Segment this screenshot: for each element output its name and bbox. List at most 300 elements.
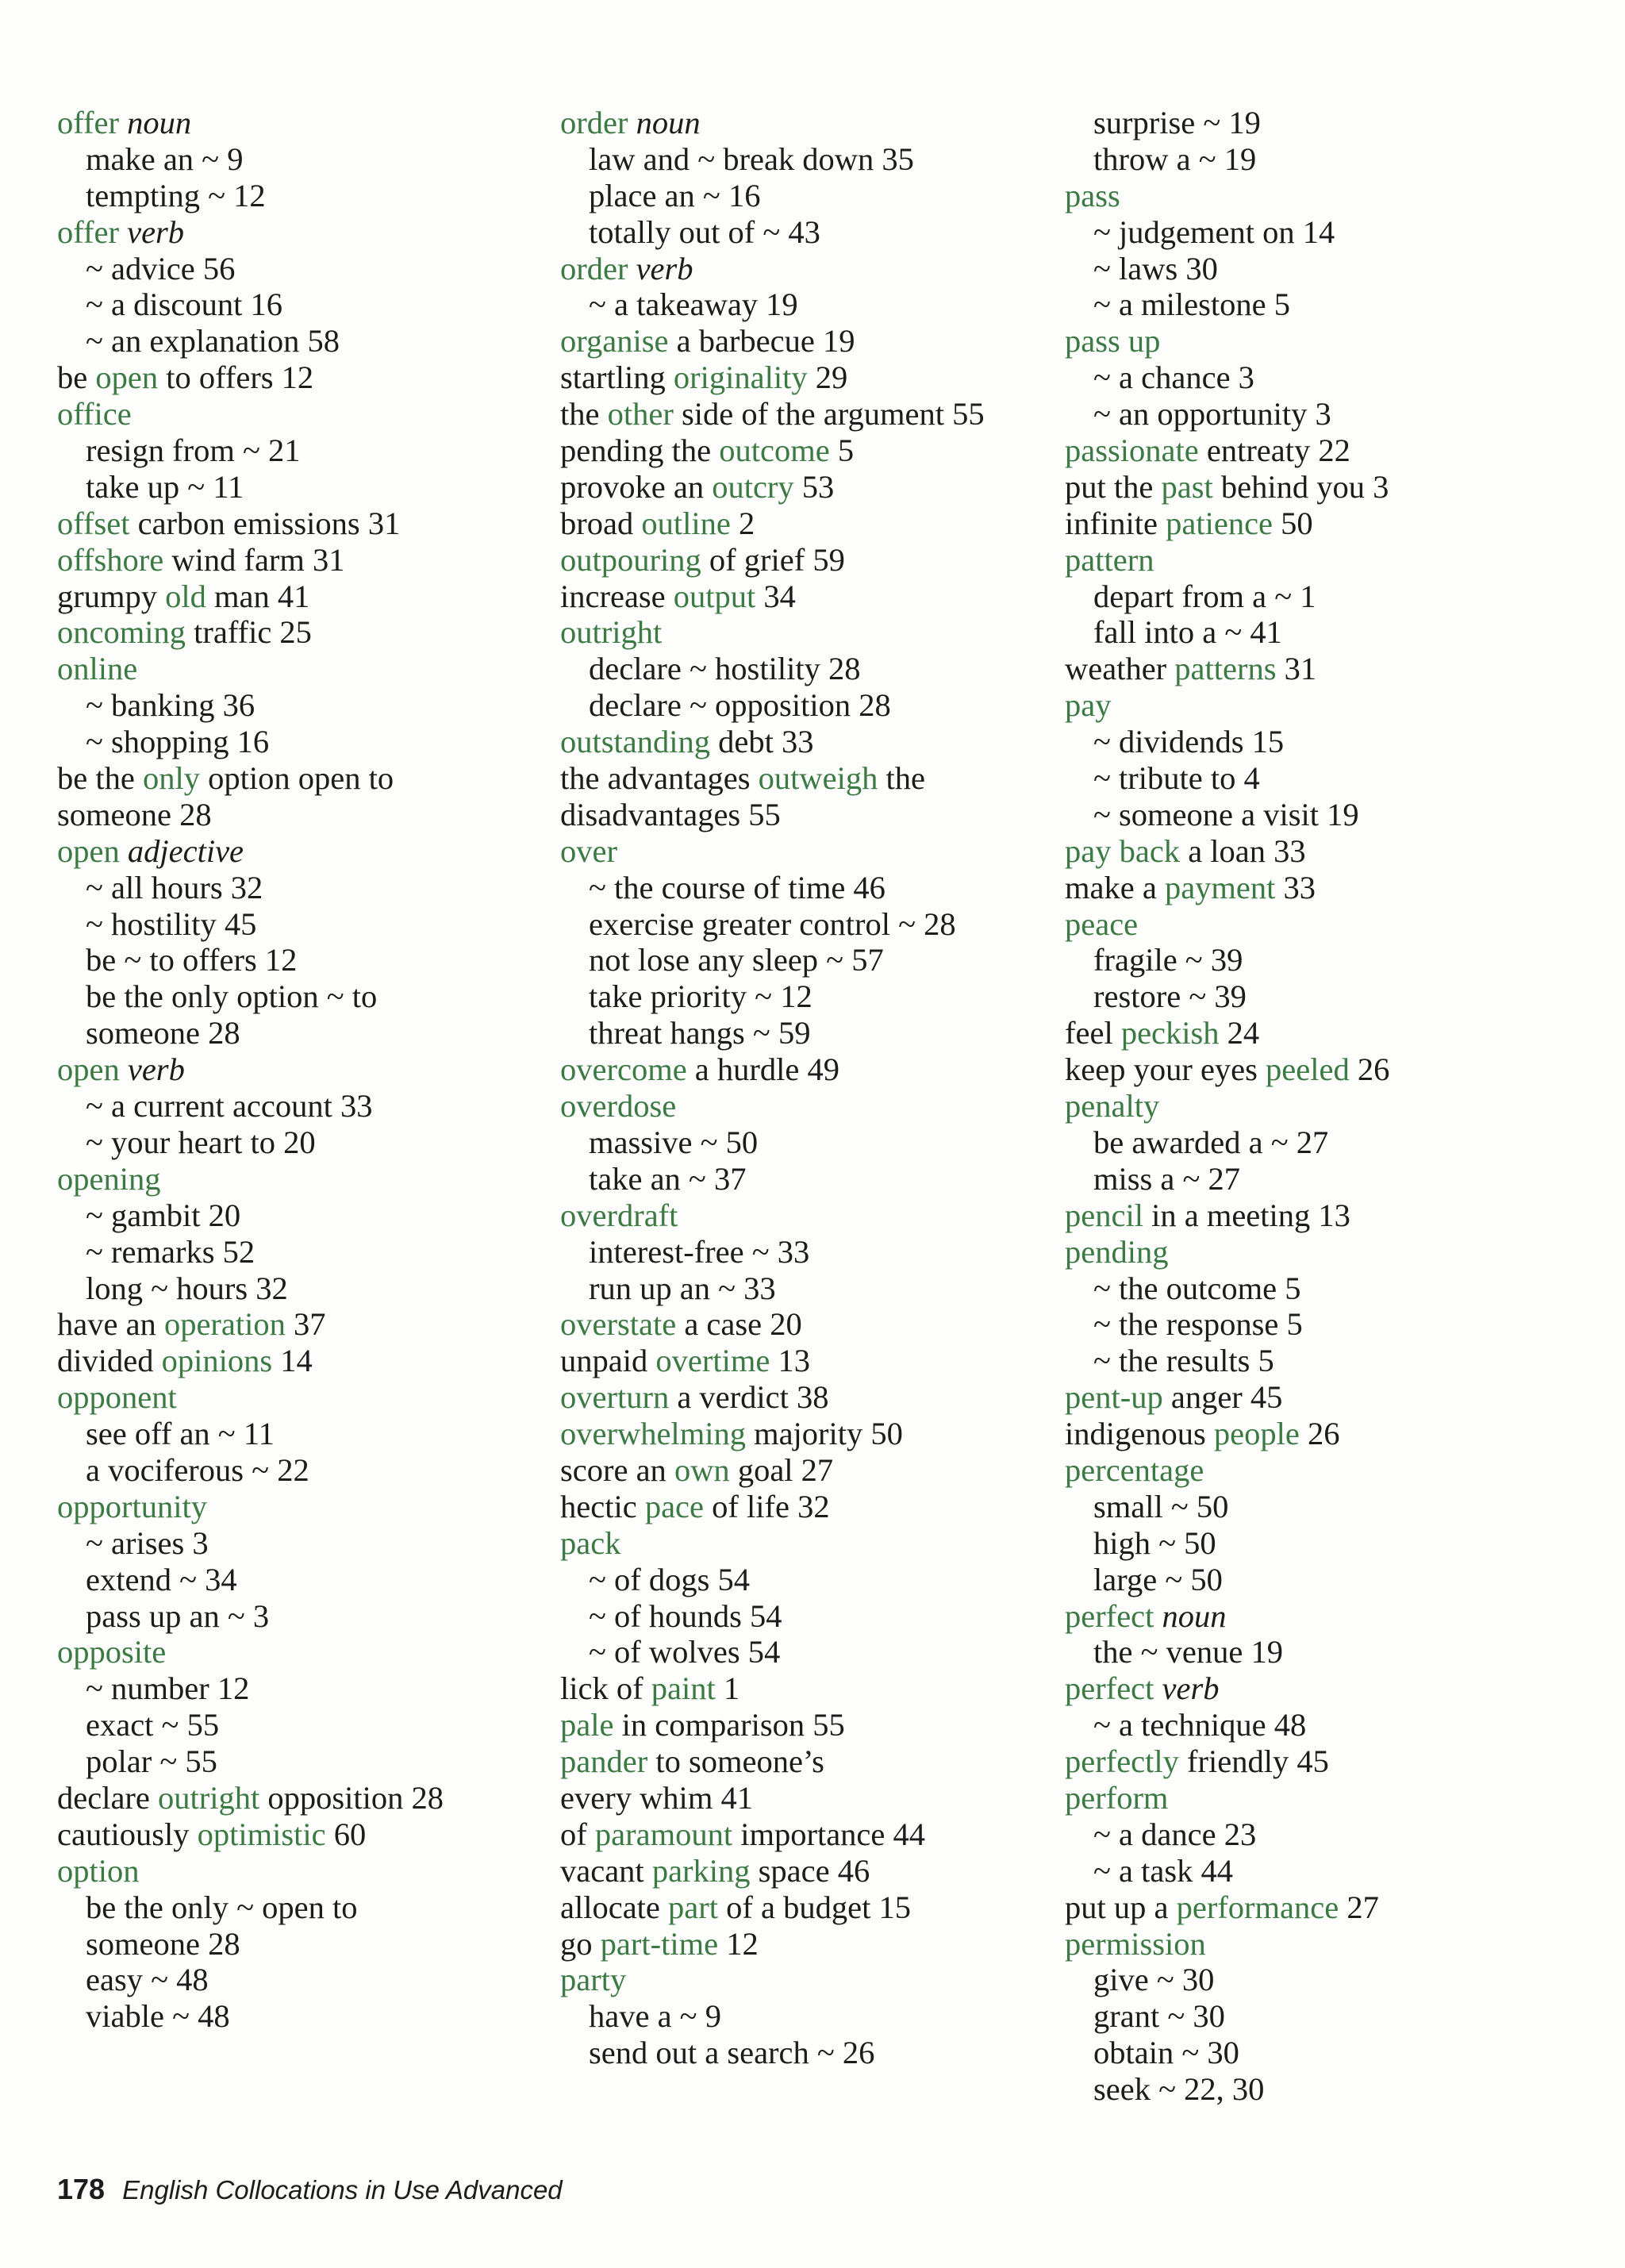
headword: opponent	[57, 1379, 177, 1416]
entry-text: ~ a milestone 5	[1093, 286, 1290, 323]
index-entry	[1065, 1670, 1389, 1707]
index-subentry	[57, 870, 444, 906]
index-entry	[57, 1816, 444, 1853]
entry-text: ~ advice 56	[86, 250, 236, 286]
index-entry	[560, 1489, 985, 1525]
entry-text: side of the argument 55	[673, 396, 985, 432]
index-subentry	[57, 1743, 444, 1780]
entry-text: lick of	[560, 1670, 651, 1707]
headword: order	[560, 250, 628, 286]
entry-text: ~ a takeaway 19	[589, 286, 798, 323]
index-entry	[57, 1306, 444, 1343]
entry-text: 14	[272, 1343, 313, 1379]
index-subentry	[57, 906, 444, 943]
index-entry	[560, 614, 985, 651]
index-subentry	[560, 1598, 985, 1635]
index-entry	[1065, 542, 1389, 579]
entry-text: 34	[755, 578, 796, 614]
entry-text: ~ tribute to 4	[1093, 760, 1260, 797]
index-subentry	[560, 687, 985, 724]
part-of-speech: verb	[127, 213, 185, 250]
entry-text: be awarded a ~ 27	[1093, 1124, 1329, 1160]
entry-text: depart from a ~ 1	[1093, 578, 1316, 614]
entry-text: 37	[285, 1306, 326, 1343]
index-subentry	[1065, 797, 1389, 833]
index-subentry	[1065, 1161, 1389, 1197]
index-entry	[1065, 432, 1389, 469]
entry-text: traffic 25	[185, 614, 312, 651]
entry-text: give ~ 30	[1093, 1962, 1215, 1998]
entry-text: weather	[1065, 651, 1175, 687]
index-entry	[57, 579, 444, 615]
index-entry	[1065, 1743, 1389, 1780]
index-subentry	[1065, 2071, 1389, 2108]
headword: open	[95, 359, 159, 396]
entry-text: ~ a task 44	[1093, 1852, 1234, 1889]
index-entry	[560, 1088, 985, 1124]
headword: offset	[57, 505, 130, 541]
entry-text: entreaty 22	[1198, 432, 1350, 469]
entry-text: ~ the course of time 46	[589, 869, 885, 905]
index-subentry	[1065, 359, 1389, 396]
index-subentry	[1065, 214, 1389, 251]
index-entry	[560, 1197, 985, 1234]
entry-text: ~ a dance 23	[1093, 1816, 1257, 1852]
index-entry	[57, 105, 444, 141]
index-entry	[560, 797, 985, 833]
index-subentry	[560, 214, 985, 251]
entry-text: a verdict 38	[669, 1379, 829, 1416]
index-entry	[57, 1379, 444, 1416]
index-entry	[1065, 1051, 1389, 1088]
page-footer	[57, 2173, 563, 2206]
index-subentry	[57, 687, 444, 724]
index-entry	[57, 396, 444, 432]
entry-text: resign from ~ 21	[86, 432, 301, 469]
entry-text: a hurdle 49	[686, 1051, 839, 1088]
index-subentry	[560, 178, 985, 214]
entry-text: cautiously	[57, 1816, 198, 1852]
index-entry	[560, 1051, 985, 1088]
index-subentry	[1065, 942, 1389, 978]
index-subentry	[560, 1234, 985, 1270]
entry-text: restore ~ 39	[1093, 978, 1247, 1015]
entry-text	[119, 105, 127, 140]
entry-text: behind you 3	[1212, 468, 1389, 505]
headword: outstanding	[560, 724, 710, 760]
entry-text: make a	[1065, 869, 1165, 905]
index-entry	[560, 1926, 985, 1962]
index-subentry	[1065, 1962, 1389, 1998]
entry-text: importance 44	[732, 1816, 925, 1852]
entry-text: put up a	[1065, 1889, 1177, 1925]
index-entry	[57, 833, 444, 870]
entry-text: ~ your heart to 20	[86, 1124, 316, 1160]
index-subentry	[57, 469, 444, 505]
index-entry	[57, 614, 444, 651]
entry-text: ~ of hounds 54	[589, 1597, 782, 1634]
part-of-speech: verb	[127, 1051, 185, 1088]
index-entry	[1065, 1416, 1389, 1452]
headword: passionate	[1065, 432, 1199, 469]
index-entry	[1065, 870, 1389, 906]
entry-text	[1154, 1598, 1162, 1634]
index-subentry	[1065, 1707, 1389, 1743]
entry-text	[628, 105, 636, 140]
entry-text	[119, 214, 127, 250]
index-entry	[1065, 323, 1389, 359]
entry-text: anger 45	[1162, 1379, 1283, 1416]
entry-text: totally out of ~ 43	[589, 213, 820, 250]
headword: own	[674, 1451, 730, 1488]
entry-text: in comparison 55	[613, 1707, 845, 1743]
part-of-speech: adjective	[127, 832, 244, 869]
entry-text: ~ shopping 16	[86, 724, 270, 760]
index-entry	[1065, 687, 1389, 724]
index-entry	[1065, 1197, 1389, 1234]
entry-text: every whim 41	[560, 1779, 753, 1816]
entry-text: ~ a chance 3	[1093, 359, 1254, 396]
headword: perfectly	[1065, 1743, 1179, 1780]
entry-text: option open to	[199, 760, 394, 797]
index-subentry	[1065, 1306, 1389, 1343]
headword: overdraft	[560, 1197, 678, 1233]
headword: penalty	[1065, 1088, 1160, 1124]
entry-text: make an ~ 9	[86, 140, 244, 177]
index-subentry	[57, 1015, 444, 1051]
headword: people	[1213, 1416, 1300, 1452]
index-entry	[1065, 1452, 1389, 1489]
headword: outright	[158, 1779, 260, 1816]
headword: patterns	[1174, 651, 1277, 687]
headword: output	[673, 578, 756, 614]
index-subentry	[1065, 978, 1389, 1015]
entry-text: run up an ~ 33	[589, 1270, 776, 1306]
headword: optimistic	[197, 1816, 326, 1852]
entry-text: see off an ~ 11	[86, 1416, 275, 1452]
headword: old	[165, 578, 206, 614]
entry-text: surprise ~ 19	[1093, 105, 1261, 140]
entry-text: allocate	[560, 1889, 669, 1925]
part-of-speech: noun	[636, 105, 701, 140]
index-entry	[1065, 1015, 1389, 1051]
entry-text: increase	[560, 578, 674, 614]
headword: open	[57, 1051, 120, 1088]
headword: outpouring	[560, 541, 701, 578]
index-subentry	[560, 141, 985, 178]
entry-text: ~ number 12	[86, 1670, 250, 1707]
index-entry	[57, 1489, 444, 1525]
entry-text: take priority ~ 12	[589, 978, 812, 1015]
headword: outweigh	[758, 760, 878, 797]
index-entry	[57, 651, 444, 687]
entry-text: 31	[1276, 651, 1317, 687]
entry-text	[120, 1051, 128, 1087]
entry-text: provoke an	[560, 468, 713, 505]
entry-text: 27	[1339, 1889, 1379, 1925]
index-entry	[57, 359, 444, 396]
headword: part-time	[600, 1925, 719, 1962]
entry-text: 24	[1219, 1015, 1260, 1051]
index-subentry	[1065, 1562, 1389, 1598]
entry-text: score an	[560, 1451, 674, 1488]
index-subentry	[1065, 2035, 1389, 2071]
entry-text: interest-free ~ 33	[589, 1233, 810, 1270]
entry-text: ~ gambit 20	[86, 1197, 241, 1233]
index-entry	[1065, 469, 1389, 505]
entry-text: extend ~ 34	[86, 1561, 237, 1597]
index-subentry	[560, 906, 985, 943]
entry-text: goal 27	[729, 1451, 834, 1488]
headword: pay	[1065, 687, 1112, 724]
headword: offer	[57, 213, 119, 250]
index-entry	[57, 1161, 444, 1197]
index-column-2	[560, 105, 985, 2071]
index-entry	[560, 432, 985, 469]
index-subentry	[560, 1015, 985, 1051]
index-subentry	[57, 432, 444, 469]
headword: operation	[163, 1306, 286, 1343]
index-entry	[560, 1670, 985, 1707]
index-column-3	[1065, 105, 1389, 2108]
entry-text: long ~ hours 32	[86, 1270, 288, 1306]
index-subentry	[1065, 1816, 1389, 1853]
headword: perfect	[1065, 1597, 1154, 1634]
index-entry	[1065, 178, 1389, 214]
index-entry	[1065, 651, 1389, 687]
index-subentry	[57, 1525, 444, 1562]
entry-text: 53	[793, 468, 835, 505]
index-entry	[1065, 1780, 1389, 1816]
headword: offer	[57, 105, 119, 140]
entry-text: ~ an explanation 58	[86, 323, 340, 359]
headword: organise	[560, 323, 669, 359]
entry-text	[628, 251, 636, 286]
index-subentry	[57, 724, 444, 760]
headword: peeled	[1266, 1051, 1350, 1088]
index-entry	[1065, 505, 1389, 542]
entry-text: a barbecue 19	[668, 323, 855, 359]
book-title: English Collocations in Use Advanced	[122, 2175, 563, 2205]
index-column-1	[57, 105, 444, 2035]
entry-text: wind farm 31	[163, 541, 345, 578]
index-entry	[560, 251, 985, 287]
index-subentry	[57, 1889, 444, 1926]
entry-text: 26	[1299, 1416, 1340, 1452]
index-entry	[560, 1452, 985, 1489]
entry-text: go	[560, 1925, 601, 1962]
entry-text: have a ~ 9	[589, 1998, 721, 2035]
index-subentry	[57, 942, 444, 978]
headword: only	[142, 760, 200, 797]
entry-text: declare ~ opposition 28	[589, 687, 891, 724]
entry-text: vacant	[560, 1852, 652, 1889]
index-subentry	[1065, 1489, 1389, 1525]
entry-text: to someone’s	[647, 1743, 824, 1780]
entry-text: seek ~ 22, 30	[1093, 2071, 1265, 2108]
entry-text: ~ laws 30	[1093, 250, 1218, 286]
entry-text: be the	[57, 760, 143, 797]
index-subentry	[1065, 760, 1389, 797]
index-subentry	[1065, 1525, 1389, 1562]
headword: patience	[1166, 505, 1273, 541]
entry-text: threat hangs ~ 59	[589, 1015, 811, 1051]
headword: peckish	[1120, 1015, 1220, 1051]
index-entry	[560, 1962, 985, 1998]
entry-text: of	[560, 1816, 595, 1852]
headword: overwhelming	[560, 1416, 746, 1452]
entry-text: friendly 45	[1178, 1743, 1329, 1780]
entry-text	[120, 833, 128, 869]
entry-text: viable ~ 48	[86, 1998, 230, 2035]
entry-text: majority 50	[745, 1416, 903, 1452]
entry-text: to offers 12	[158, 359, 314, 396]
index-entry	[57, 505, 444, 542]
entry-text: ~ a technique 48	[1093, 1707, 1307, 1743]
index-entry	[57, 1780, 444, 1816]
entry-text: the	[560, 396, 608, 432]
entry-text: ~ the outcome 5	[1093, 1270, 1301, 1306]
index-subentry	[560, 1998, 985, 2035]
index-subentry	[57, 323, 444, 359]
entry-text: polar ~ 55	[86, 1743, 217, 1780]
entry-text: the advantages	[560, 760, 759, 797]
entry-text: a vociferous ~ 22	[86, 1451, 309, 1488]
entry-text: debt 33	[710, 724, 814, 760]
index-subentry	[1065, 396, 1389, 432]
entry-text: grant ~ 30	[1093, 1998, 1225, 2035]
index-subentry	[1065, 1853, 1389, 1889]
headword: payment	[1164, 869, 1276, 905]
entry-text: someone 28	[86, 1925, 240, 1962]
entry-text: hectic	[560, 1488, 645, 1524]
index-subentry	[1065, 724, 1389, 760]
index-subentry	[57, 251, 444, 287]
index-entry	[57, 1343, 444, 1379]
index-subentry	[1065, 286, 1389, 323]
index-entry	[57, 542, 444, 579]
headword: pace	[644, 1488, 704, 1524]
index-subentry	[57, 178, 444, 214]
headword: originality	[673, 359, 808, 396]
index-entry	[560, 1816, 985, 1853]
index-entry	[560, 1889, 985, 1926]
page-number: 178	[57, 2173, 106, 2205]
headword: pass up	[1065, 323, 1161, 359]
entry-text: a loan 33	[1180, 832, 1306, 869]
index-entry	[1065, 1926, 1389, 1962]
entry-text: 60	[325, 1816, 367, 1852]
entry-text: obtain ~ 30	[1093, 2035, 1239, 2071]
index-entry	[560, 323, 985, 359]
entry-text: ~ arises 3	[86, 1524, 209, 1561]
entry-text: grumpy	[57, 578, 166, 614]
index-entry	[560, 1306, 985, 1343]
entry-text: be the only ~ open to	[86, 1889, 358, 1925]
index-subentry	[560, 978, 985, 1015]
index-entry	[57, 1051, 444, 1088]
headword: opening	[57, 1160, 161, 1197]
entry-text: pass up an ~ 3	[86, 1597, 270, 1634]
entry-text: ~ the results 5	[1093, 1343, 1274, 1379]
entry-text	[1154, 1670, 1162, 1706]
entry-text: indigenous	[1065, 1416, 1214, 1452]
entry-text: divided	[57, 1343, 162, 1379]
entry-text: 26	[1349, 1051, 1390, 1088]
headword: over	[560, 832, 617, 869]
index-subentry	[57, 1452, 444, 1489]
entry-text: feel	[1065, 1015, 1121, 1051]
index-entry	[1065, 1889, 1389, 1926]
entry-text: ~ the response 5	[1093, 1306, 1303, 1343]
index-entry	[560, 505, 985, 542]
headword: office	[57, 396, 132, 432]
index-subentry	[1065, 1634, 1389, 1670]
entry-text: take up ~ 11	[86, 468, 244, 505]
entry-text: 50	[1273, 505, 1313, 541]
index-entry	[560, 833, 985, 870]
index-entry	[57, 1634, 444, 1670]
entry-text: put the	[1065, 468, 1162, 505]
index-entry	[1065, 1379, 1389, 1416]
headword: outline	[641, 505, 731, 541]
entry-text: law and ~ break down 35	[589, 140, 914, 177]
part-of-speech: noun	[1162, 1597, 1227, 1634]
index-entry	[560, 542, 985, 579]
headword: overcome	[560, 1051, 687, 1088]
index-subentry	[1065, 1270, 1389, 1307]
index-subentry	[1065, 1124, 1389, 1161]
index-subentry	[1065, 251, 1389, 287]
entry-text: of a budget 15	[718, 1889, 911, 1925]
index-entry	[560, 359, 985, 396]
index-entry	[560, 105, 985, 141]
index-subentry	[57, 1562, 444, 1598]
index-subentry	[1065, 141, 1389, 178]
headword: pale	[560, 1707, 614, 1743]
index-subentry	[57, 286, 444, 323]
entry-text: carbon emissions 31	[129, 505, 401, 541]
entry-text: 13	[770, 1343, 810, 1379]
headword: pass	[1065, 177, 1120, 213]
index-entry	[57, 214, 444, 251]
index-subentry	[57, 141, 444, 178]
headword: pay back	[1065, 832, 1181, 869]
headword: outcry	[712, 468, 794, 505]
entry-text: massive ~ 50	[589, 1124, 759, 1160]
entry-text: 1	[715, 1670, 740, 1707]
headword: overtime	[655, 1343, 770, 1379]
index-subentry	[57, 1234, 444, 1270]
index-entry	[1065, 1234, 1389, 1270]
headword: pent-up	[1065, 1379, 1163, 1416]
index-entry	[560, 1853, 985, 1889]
headword: perfect	[1065, 1670, 1154, 1707]
index-entry	[1065, 1088, 1389, 1124]
headword: part	[668, 1889, 719, 1925]
headword: performance	[1176, 1889, 1339, 1925]
index-entry	[57, 797, 444, 833]
index-subentry	[57, 1270, 444, 1307]
headword: pending	[1065, 1233, 1169, 1270]
headword: order	[560, 105, 628, 140]
index-entry	[560, 724, 985, 760]
headword: oncoming	[57, 614, 186, 651]
entry-text: unpaid	[560, 1343, 656, 1379]
entry-text: ~ a current account 33	[86, 1088, 373, 1124]
headword: peace	[1065, 905, 1139, 942]
index-subentry	[1065, 579, 1389, 615]
